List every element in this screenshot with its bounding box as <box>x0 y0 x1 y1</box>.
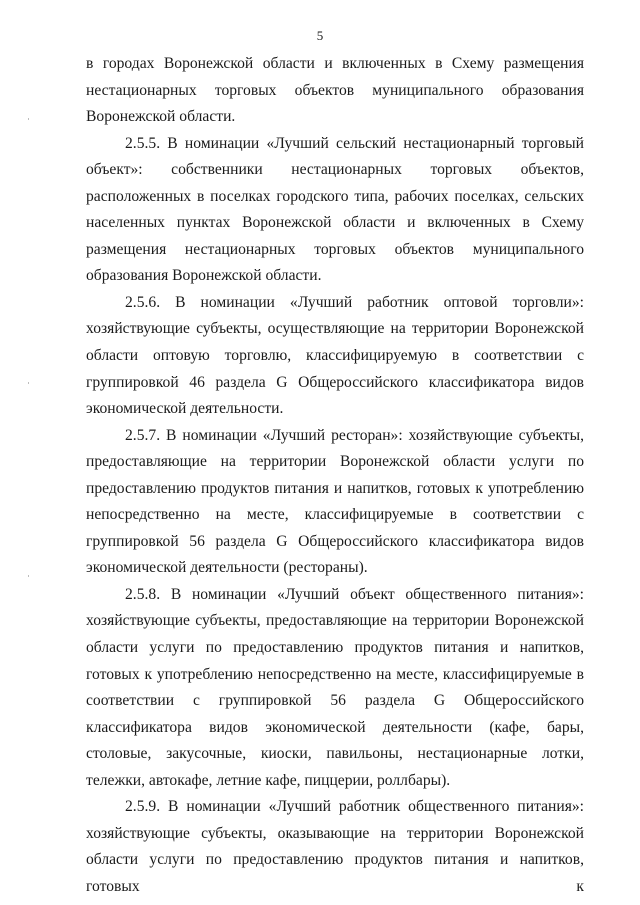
paragraph-2-5-9: 2.5.9. В номинации «Лучший работник общественного питания»: хозяйствующие субъекты, оказывающие на территории Воронежской области услуги по предоставлению продуктов питания и напитков, готовых к <box>86 798 584 895</box>
paragraph-2-5-7: 2.5.7. В номинации «Лучший ресторан»: хозяйствующие субъекты, предоставляющие на территории Воронежской области услуги по предоставлению продуктов питания и напитков, готовых к употреблению непосредственно на месте, классифицируемые в соответствии с группировкой 56 раздела G Общероссийского классификатора видов экономической деятельности (рестораны). <box>86 426 584 577</box>
scan-margin-mark <box>28 118 29 120</box>
page-number: 5 <box>316 28 324 43</box>
document-body <box>86 51 584 901</box>
paragraph-continuation: в городах Воронежской области и включенных в Схему размещения нестационарных торговых объектов муниципального образования Воронежской области. <box>86 55 584 126</box>
scan-margin-mark <box>28 575 29 577</box>
paragraph-2-5-6: 2.5.6. В номинации «Лучший работник оптовой торговли»: хозяйствующие субъекты, осуществляющие на территории Воронежской области оптовую торговлю, классифицируемую в соответствии с группировкой 46 раздела G Общероссийского классификатора видов экономической деятельности. <box>86 293 584 418</box>
scan-margin-mark <box>28 382 29 384</box>
paragraph-2-5-8: 2.5.8. В номинации «Лучший объект общественного питания»: хозяйствующие субъекты, предоставляющие на территории Воронежской области услуги по предоставлению продуктов питания и напитков, готовых к употреблению непосредственно на месте, классифицируемые в соответствии с группировкой 56 раздела G Общероссийского классификатора видов экономической деятельности (кафе, бары, столовые, закусочные, киоски, павильоны, нестационарные лотки, тележки, автокафе, летние кафе, пиццерии, роллбары). <box>86 585 584 789</box>
paragraph-2-5-5: 2.5.5. В номинации «Лучший сельский нестационарный торговый объект»: собственники нестационарных торговых объектов, расположенных в поселках городского типа, рабочих поселках, сельских населенных пунктах Воронежской области и включенных в Схему размещения нестационарных торговых объектов муниципального образования Воронежской области. <box>86 134 584 285</box>
